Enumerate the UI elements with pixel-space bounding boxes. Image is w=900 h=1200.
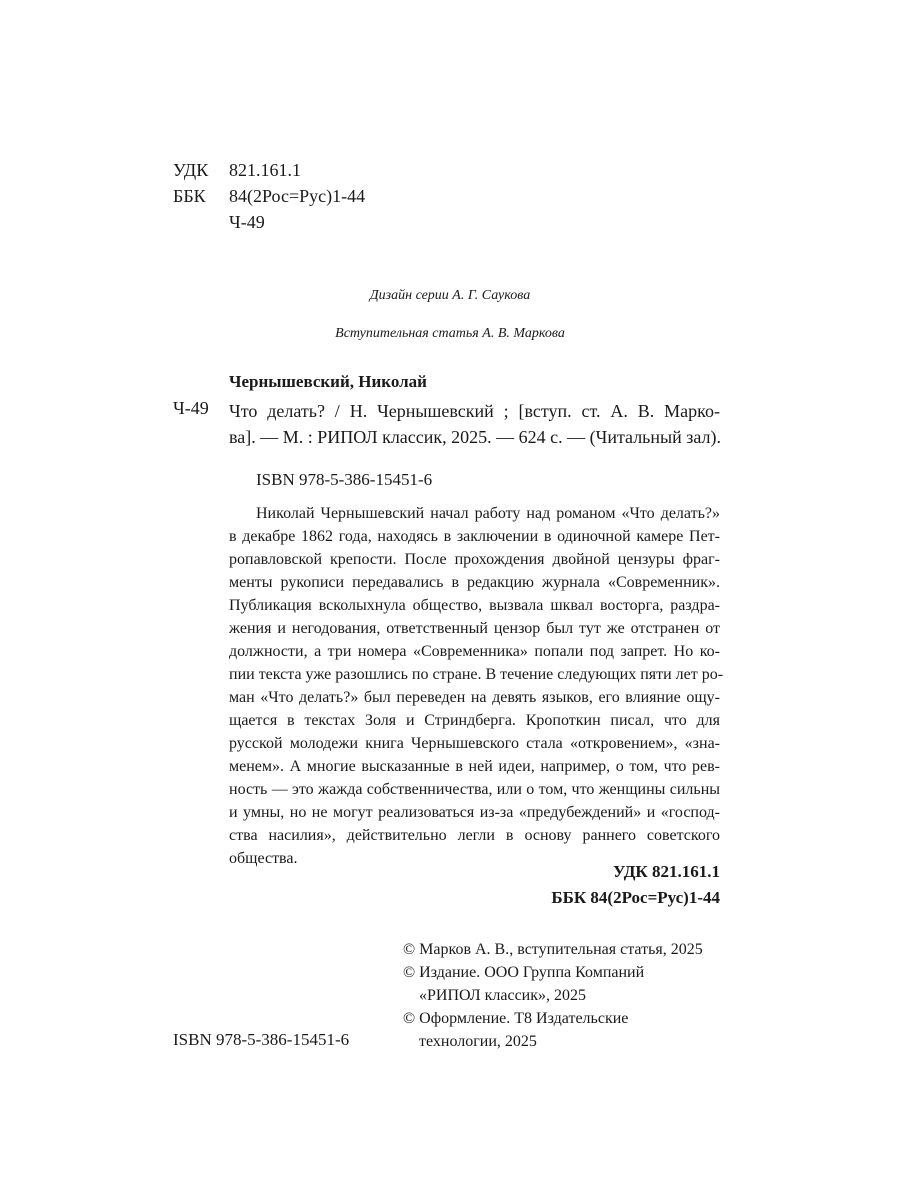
annotation-line: ропавловской крепости. После прохождения двойной цензуры фраг-: [229, 551, 720, 568]
annotation-line: и умны, но не могут реализоваться из-за «предубеждений» и «господ-: [229, 804, 720, 821]
bib-line: Что делать? / Н. Чернышевский ; [вступ. ст. А. В. Марко-: [229, 401, 720, 421]
annotation-line: должности, а три номера «Современника» попали под запрет. Но ко-: [229, 643, 720, 660]
annotation-line: менем». А многие высказанные в ней идеи, например, о том, что рев-: [229, 758, 720, 775]
copyright-line: «РИПОЛ классик», 2025: [419, 987, 587, 1004]
annotation-line: ства насилия», действительно легли в основу раннего советского: [229, 827, 720, 844]
annotation-line: жения и негодования, ответственный цензор был тут же отстранен от: [229, 620, 720, 637]
isbn-inline: ISBN 978-5-386-15451-6: [256, 470, 433, 489]
annotation-line: пии текста уже разошлись по стране. В течение следующих пяти лет ро-: [229, 666, 724, 683]
copyright-line: © Марков А. В., вступительная статья, 2025: [403, 941, 703, 958]
copyright-line: технологии, 2025: [419, 1033, 537, 1050]
udk-value: 821.161.1: [229, 160, 301, 180]
annotation-line: менты рукописи передавались в редакцию журнала «Современник».: [229, 574, 720, 591]
annotation-line: ность — это жажда собственничества, или о том, что женщины сильны: [229, 781, 720, 798]
bibliographic-description: [229, 398, 720, 450]
bbk-value: 84(2Рос=Рус)1-44: [229, 186, 366, 206]
annotation-line: Николай Чернышевский начал работу над романом «Что делать?»: [256, 505, 720, 522]
author-code: Ч-49: [173, 398, 209, 418]
bbk-index-right: ББК 84(2Рос=Рус)1-44: [551, 888, 720, 907]
annotation-line: щается в текстах Золя и Стриндберга. Кропоткин писал, что для: [229, 712, 720, 729]
bib-line: ва]. — М. : РИПОЛ классик, 2025. — 624 с. — (Читальный зал).: [229, 427, 721, 447]
annotation-line: русской молодежи книга Чернышевского стала «откровением», «зна-: [229, 735, 720, 752]
annotation-paragraph: [229, 502, 724, 870]
isbn-footer: ISBN 978-5-386-15451-6: [173, 1030, 350, 1049]
annotation-line: Публикация всколыхнула общество, вызвала шквал восторга, раздра-: [229, 597, 720, 614]
udk-index-right: УДК 821.161.1: [612, 862, 720, 881]
bbk-label: ББК: [173, 186, 206, 206]
author-mark: Ч-49: [229, 212, 265, 232]
series-design-credit: Дизайн серии А. Г. Саукова: [369, 288, 531, 303]
annotation-line: ман «Что делать?» был переведен на девять языков, его влияние ощу-: [229, 689, 720, 706]
annotation-line: в декабре 1862 года, находясь в заключении в одиночной камере Пет-: [229, 528, 720, 545]
annotation-line: общества.: [229, 850, 298, 867]
author-heading: Чернышевский, Николай: [229, 372, 427, 391]
udk-label: УДК: [173, 160, 209, 180]
copyright-line: © Оформление. Т8 Издательские: [403, 1010, 629, 1027]
copyright-line: © Издание. ООО Группа Компаний: [403, 964, 645, 981]
intro-article-credit: Вступительная статья А. В. Маркова: [335, 326, 565, 341]
